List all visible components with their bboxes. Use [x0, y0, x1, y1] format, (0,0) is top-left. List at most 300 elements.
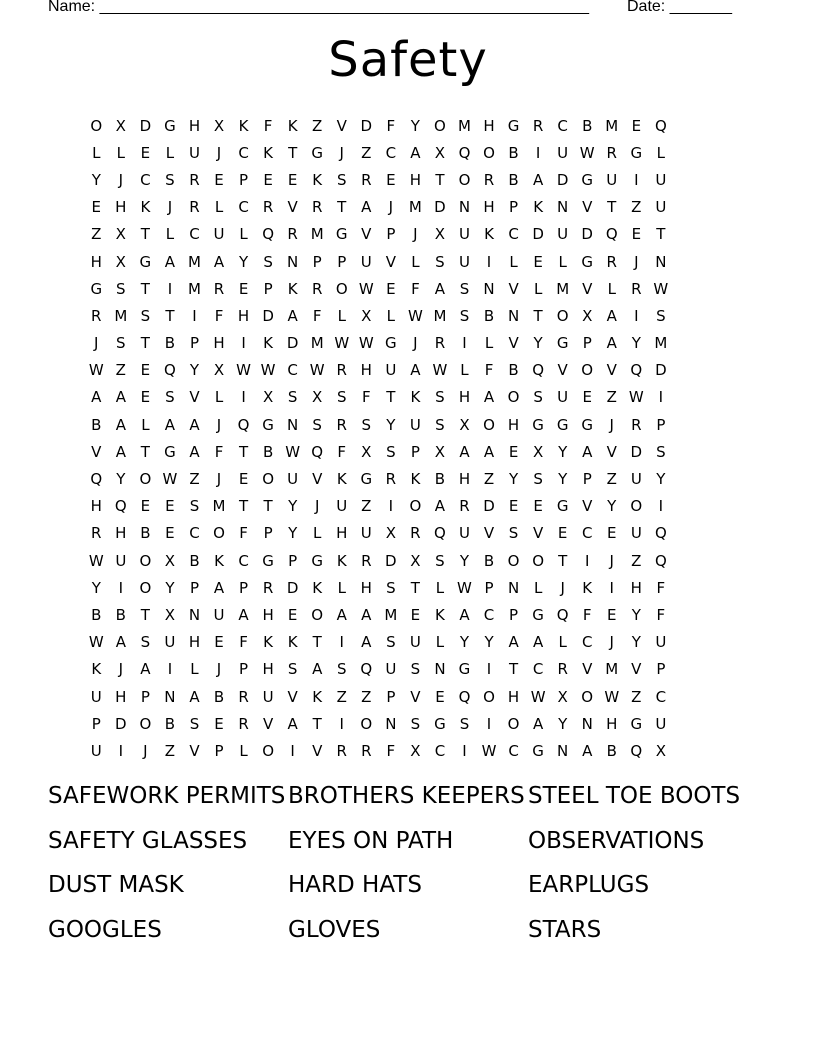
- grid-letter: R: [262, 198, 274, 217]
- grid-letter: R: [336, 741, 347, 760]
- grid-letter: S: [656, 442, 666, 461]
- grid-letter: H: [630, 578, 642, 597]
- grid-letter: V: [606, 361, 617, 380]
- grid-letter: K: [435, 605, 445, 624]
- page-title: Safety: [328, 32, 488, 88]
- grid-letter: J: [609, 551, 614, 570]
- grid-letter: O: [458, 170, 471, 189]
- grid-letter: W: [653, 279, 669, 298]
- grid-letter: H: [606, 714, 618, 733]
- grid-letter: R: [91, 306, 102, 325]
- grid-letter: Y: [607, 497, 617, 516]
- grid-letter: X: [582, 306, 593, 325]
- grid-letter: J: [339, 143, 344, 162]
- grid-letter: G: [556, 415, 569, 434]
- grid-letter: L: [116, 143, 125, 162]
- grid-letter: Y: [533, 334, 543, 353]
- grid-letter: A: [115, 415, 126, 434]
- name-field-label: Name: _______________________________________________________: [48, 0, 589, 15]
- grid-letter: G: [556, 497, 569, 516]
- grid-letter: R: [238, 687, 249, 706]
- grid-letter: D: [434, 198, 446, 217]
- grid-letter: O: [532, 551, 545, 570]
- grid-letter: L: [92, 143, 101, 162]
- grid-letter: U: [262, 687, 274, 706]
- grid-letter: E: [238, 470, 249, 489]
- grid-letter: G: [164, 442, 176, 461]
- grid-letter: R: [631, 279, 642, 298]
- grid-letter: N: [164, 687, 176, 706]
- grid-letter: Z: [483, 470, 495, 489]
- grid-letter: E: [533, 497, 543, 516]
- grid-letter: U: [630, 524, 642, 543]
- grid-letter: M: [187, 252, 201, 271]
- grid-letter: Q: [114, 497, 127, 516]
- grid-letter: A: [312, 660, 323, 679]
- grid-letter: G: [139, 252, 152, 271]
- grid-letter: S: [435, 551, 445, 570]
- grid-letter: A: [532, 633, 544, 652]
- grid-letter: D: [581, 225, 593, 244]
- grid-row: [84, 629, 673, 656]
- grid-letter: T: [558, 551, 568, 570]
- grid-letter: I: [167, 279, 173, 298]
- grid-letter: D: [385, 551, 397, 570]
- grid-letter: L: [239, 741, 248, 760]
- grid-letter: Z: [631, 687, 642, 706]
- grid-letter: V: [532, 524, 544, 543]
- grid-row: [84, 275, 673, 302]
- grid-letter: P: [410, 442, 420, 461]
- grid-letter: O: [630, 497, 643, 516]
- grid-letter: Q: [458, 687, 471, 706]
- grid-letter: H: [336, 524, 348, 543]
- grid-letter: N: [581, 714, 593, 733]
- grid-letter: R: [361, 551, 372, 570]
- grid-letter: S: [386, 442, 396, 461]
- grid-letter: J: [216, 660, 222, 679]
- grid-letter: I: [658, 388, 664, 407]
- grid-letter: V: [287, 687, 298, 706]
- grid-letter: Z: [361, 497, 372, 516]
- grid-letter: F: [411, 279, 420, 298]
- grid-letter: U: [360, 252, 372, 271]
- grid-letter: Q: [360, 660, 373, 679]
- grid-letter: L: [214, 198, 224, 217]
- grid-letter: T: [435, 170, 445, 189]
- grid-letter: U: [90, 741, 102, 760]
- grid-letter: R: [336, 361, 347, 380]
- grid-letter: R: [606, 252, 617, 271]
- grid-letter: R: [361, 741, 372, 760]
- grid-letter: K: [312, 687, 323, 706]
- grid-letter: Z: [361, 143, 372, 162]
- grid-letter: Q: [458, 143, 471, 162]
- grid-letter: J: [413, 334, 418, 353]
- grid-letter: C: [655, 687, 667, 706]
- grid-letter: T: [263, 497, 273, 516]
- grid-letter: Y: [386, 415, 396, 434]
- grid-letter: D: [286, 334, 299, 353]
- grid-letter: T: [140, 442, 150, 461]
- grid-letter: J: [560, 578, 565, 597]
- grid-letter: Q: [654, 551, 667, 570]
- grid-letter: Z: [312, 116, 323, 135]
- grid-letter: R: [410, 524, 421, 543]
- grid-letter: W: [457, 578, 472, 597]
- grid-letter: A: [434, 279, 446, 298]
- grid-letter: E: [533, 252, 543, 271]
- grid-letter: V: [582, 660, 593, 679]
- grid-letter: K: [140, 198, 151, 217]
- grid-letter: R: [459, 497, 470, 516]
- grid-letter: L: [337, 306, 346, 325]
- grid-letter: W: [358, 279, 374, 298]
- word-list-item: DUST MASK: [48, 872, 184, 898]
- grid-letter: U: [557, 388, 569, 407]
- grid-letter: S: [116, 279, 126, 298]
- grid-letter: C: [483, 605, 495, 624]
- grid-letter: H: [458, 470, 471, 489]
- grid-letter: Z: [631, 198, 642, 217]
- grid-letter: J: [314, 497, 320, 516]
- grid-letter: U: [409, 633, 421, 652]
- grid-letter: B: [213, 687, 225, 706]
- grid-letter: G: [630, 143, 643, 162]
- grid-letter: V: [508, 334, 519, 353]
- grid-letter: R: [213, 279, 225, 298]
- grid-letter: H: [483, 116, 495, 135]
- grid-letter: A: [532, 170, 544, 189]
- grid-letter: N: [385, 714, 397, 733]
- grid-letter: H: [90, 497, 102, 516]
- grid-letter: D: [360, 116, 373, 135]
- grid-letter: A: [140, 660, 151, 679]
- grid-letter: U: [655, 198, 667, 217]
- grid-letter: S: [508, 524, 519, 543]
- grid-letter: S: [533, 388, 543, 407]
- grid-letter: D: [286, 578, 299, 597]
- grid-letter: U: [213, 605, 225, 624]
- grid-letter: L: [484, 334, 494, 353]
- grid-letter: W: [358, 334, 374, 353]
- grid-letter: E: [557, 524, 568, 543]
- grid-letter: I: [462, 741, 467, 760]
- grid-letter: X: [115, 225, 126, 244]
- grid-letter: A: [508, 633, 519, 652]
- grid-letter: I: [290, 741, 295, 760]
- grid-letter: T: [656, 225, 666, 244]
- grid-letter: Y: [508, 470, 519, 489]
- grid-letter: B: [164, 334, 176, 353]
- grid-letter: Q: [605, 225, 618, 244]
- grid-letter: U: [655, 714, 667, 733]
- grid-letter: C: [532, 660, 544, 679]
- grid-letter: B: [483, 551, 495, 570]
- grid-letter: V: [312, 470, 323, 489]
- grid-letter: O: [507, 714, 520, 733]
- grid-letter: O: [335, 279, 348, 298]
- grid-letter: U: [360, 524, 372, 543]
- grid-letter: Y: [631, 633, 641, 652]
- grid-letter: T: [410, 578, 420, 597]
- grid-letter: F: [656, 578, 666, 597]
- grid-letter: J: [634, 252, 639, 271]
- grid-letter: W: [88, 361, 104, 380]
- grid-letter: B: [91, 415, 102, 434]
- grid-letter: A: [459, 605, 470, 624]
- grid-letter: M: [310, 225, 324, 244]
- grid-letter: G: [581, 170, 594, 189]
- grid-letter: E: [238, 279, 249, 298]
- grid-letter: T: [140, 605, 150, 624]
- grid-letter: W: [334, 334, 350, 353]
- grid-letter: B: [508, 170, 519, 189]
- grid-letter: U: [557, 225, 569, 244]
- grid-letter: X: [361, 442, 372, 461]
- grid-letter: O: [483, 415, 495, 434]
- grid-letter: B: [483, 306, 495, 325]
- grid-letter: K: [484, 225, 494, 244]
- grid-letter: V: [410, 687, 421, 706]
- grid-letter: W: [407, 306, 423, 325]
- word-list: [48, 780, 768, 958]
- grid-row: [84, 357, 673, 384]
- grid-letter: G: [360, 470, 373, 489]
- grid-letter: E: [410, 605, 421, 624]
- grid-letter: O: [213, 524, 225, 543]
- grid-letter: O: [581, 687, 594, 706]
- grid-letter: U: [213, 225, 225, 244]
- grid-letter: A: [164, 415, 176, 434]
- grid-letter: W: [236, 361, 251, 380]
- grid-letter: Q: [311, 442, 324, 461]
- grid-letter: P: [239, 578, 249, 597]
- grid-letter: C: [581, 633, 593, 652]
- grid-letter: Z: [164, 741, 176, 760]
- grid-letter: A: [336, 605, 347, 624]
- grid-letter: J: [143, 741, 148, 760]
- word-list-item: OBSERVATIONS: [528, 827, 705, 854]
- grid-letter: Y: [631, 605, 641, 624]
- grid-letter: D: [115, 714, 127, 733]
- grid-letter: Z: [91, 225, 102, 244]
- grid-letter: H: [115, 524, 127, 543]
- grid-letter: K: [410, 388, 421, 407]
- grid-letter: E: [508, 442, 519, 461]
- grid-letter: U: [458, 225, 470, 244]
- grid-letter: A: [483, 388, 495, 407]
- grid-letter: H: [262, 660, 274, 679]
- grid-letter: U: [385, 361, 397, 380]
- grid-letter: G: [532, 741, 544, 760]
- grid-letter: Z: [189, 470, 200, 489]
- grid-letter: R: [311, 279, 323, 298]
- grid-letter: F: [386, 116, 396, 135]
- grid-letter: R: [557, 660, 568, 679]
- grid-letter: R: [385, 470, 397, 489]
- grid-letter: S: [386, 578, 396, 597]
- grid-letter: E: [435, 687, 445, 706]
- grid-letter: J: [609, 633, 614, 652]
- grid-letter: G: [630, 714, 643, 733]
- grid-letter: A: [164, 252, 176, 271]
- grid-letter: K: [312, 170, 323, 189]
- grid-letter: T: [288, 143, 298, 162]
- grid-letter: D: [139, 116, 152, 135]
- grid-letter: X: [532, 442, 544, 461]
- grid-letter: Y: [656, 470, 666, 489]
- grid-letter: C: [189, 225, 200, 244]
- grid-letter: A: [213, 578, 225, 597]
- grid-letter: G: [311, 551, 323, 570]
- grid-letter: P: [656, 415, 666, 434]
- grid-letter: R: [532, 116, 544, 135]
- grid-letter: W: [604, 687, 620, 706]
- grid-letter: N: [287, 252, 299, 271]
- grid-letter: N: [483, 279, 495, 298]
- date-field-label: Date: _______: [627, 0, 732, 15]
- grid-letter: S: [116, 334, 126, 353]
- grid-letter: T: [337, 198, 347, 217]
- grid-letter: B: [164, 714, 176, 733]
- word-list-item: EYES ON PATH: [288, 827, 454, 854]
- grid-letter: A: [115, 388, 126, 407]
- grid-letter: N: [557, 198, 569, 217]
- grid-letter: L: [165, 225, 175, 244]
- grid-letter: P: [582, 334, 592, 353]
- grid-letter: A: [189, 442, 200, 461]
- grid-letter: L: [607, 279, 616, 298]
- grid-letter: I: [118, 741, 124, 760]
- grid-letter: A: [115, 633, 126, 652]
- grid-letter: L: [435, 578, 445, 597]
- grid-row: [84, 683, 673, 710]
- grid-letter: P: [263, 524, 273, 543]
- grid-letter: A: [434, 497, 446, 516]
- grid-letter: P: [386, 225, 396, 244]
- grid-letter: I: [634, 306, 639, 325]
- grid-letter: M: [556, 279, 570, 298]
- grid-letter: S: [189, 497, 200, 516]
- grid-letter: Q: [164, 361, 176, 380]
- word-list-item: SAFETY GLASSES: [48, 827, 248, 854]
- grid-letter: G: [434, 714, 446, 733]
- grid-letter: G: [458, 660, 471, 679]
- grid-letter: W: [628, 388, 644, 407]
- grid-letter: F: [239, 524, 248, 543]
- grid-letter: U: [188, 143, 200, 162]
- grid-letter: U: [164, 633, 176, 652]
- grid-letter: A: [189, 415, 200, 434]
- grid-letter: G: [335, 225, 348, 244]
- word-list-item: GLOVES: [288, 916, 381, 943]
- grid-letter: X: [434, 225, 446, 244]
- grid-letter: L: [558, 633, 567, 652]
- grid-letter: I: [388, 497, 394, 516]
- grid-letter: H: [90, 252, 102, 271]
- grid-letter: J: [94, 334, 99, 353]
- grid-letter: J: [118, 170, 124, 189]
- grid-letter: G: [385, 334, 397, 353]
- grid-letter: H: [188, 633, 201, 652]
- grid-letter: G: [262, 551, 274, 570]
- grid-letter: H: [262, 605, 274, 624]
- grid-letter: W: [481, 741, 497, 760]
- grid-letter: R: [262, 578, 274, 597]
- grid-letter: P: [656, 660, 666, 679]
- grid-letter: B: [115, 605, 126, 624]
- grid-letter: R: [361, 170, 372, 189]
- grid-letter: U: [287, 470, 299, 489]
- grid-letter: H: [507, 415, 520, 434]
- grid-letter: E: [140, 388, 151, 407]
- grid-letter: H: [360, 361, 372, 380]
- grid-letter: E: [607, 524, 617, 543]
- grid-letter: Q: [90, 470, 103, 489]
- grid-letter: K: [287, 279, 298, 298]
- grid-letter: Y: [459, 633, 470, 652]
- grid-letter: O: [409, 497, 422, 516]
- grid-letter: I: [118, 578, 124, 597]
- grid-letter: M: [458, 116, 471, 135]
- grid-letter: Z: [606, 470, 617, 489]
- grid-letter: T: [140, 225, 150, 244]
- grid-letter: W: [88, 551, 104, 570]
- grid-letter: E: [582, 388, 592, 407]
- grid-letter: E: [91, 198, 102, 217]
- grid-letter: S: [410, 714, 421, 733]
- grid-letter: P: [189, 334, 199, 353]
- grid-letter: Y: [459, 551, 470, 570]
- grid-letter: O: [139, 578, 152, 597]
- grid-letter: W: [285, 442, 301, 461]
- grid-row: [84, 166, 673, 193]
- grid-letter: O: [556, 306, 569, 325]
- grid-letter: T: [312, 714, 322, 733]
- grid-letter: V: [189, 388, 200, 407]
- grid-letter: M: [654, 334, 668, 353]
- grid-letter: L: [214, 388, 224, 407]
- grid-letter: A: [213, 252, 225, 271]
- grid-letter: U: [606, 170, 618, 189]
- grid-letter: L: [533, 279, 543, 298]
- grid-letter: O: [262, 741, 274, 760]
- grid-letter: L: [435, 633, 445, 652]
- grid-letter: G: [164, 116, 176, 135]
- grid-letter: C: [189, 524, 200, 543]
- grid-letter: D: [655, 361, 667, 380]
- grid-letter: T: [533, 306, 543, 325]
- grid-letter: P: [239, 660, 249, 679]
- grid-letter: C: [434, 741, 446, 760]
- grid-letter: J: [388, 198, 394, 217]
- grid-row: [84, 574, 673, 601]
- grid-letter: C: [508, 741, 519, 760]
- grid-letter: A: [287, 714, 298, 733]
- grid-letter: X: [557, 687, 568, 706]
- word-list-item: EARPLUGS: [528, 872, 650, 898]
- grid-letter: S: [336, 660, 347, 679]
- grid-letter: U: [90, 687, 102, 706]
- grid-letter: E: [214, 170, 224, 189]
- grid-letter: R: [434, 334, 446, 353]
- grid-letter: H: [213, 334, 225, 353]
- grid-letter: C: [508, 225, 519, 244]
- word-list-item: GOOGLES: [48, 916, 162, 943]
- grid-letter: A: [361, 198, 372, 217]
- grid-letter: K: [582, 578, 593, 597]
